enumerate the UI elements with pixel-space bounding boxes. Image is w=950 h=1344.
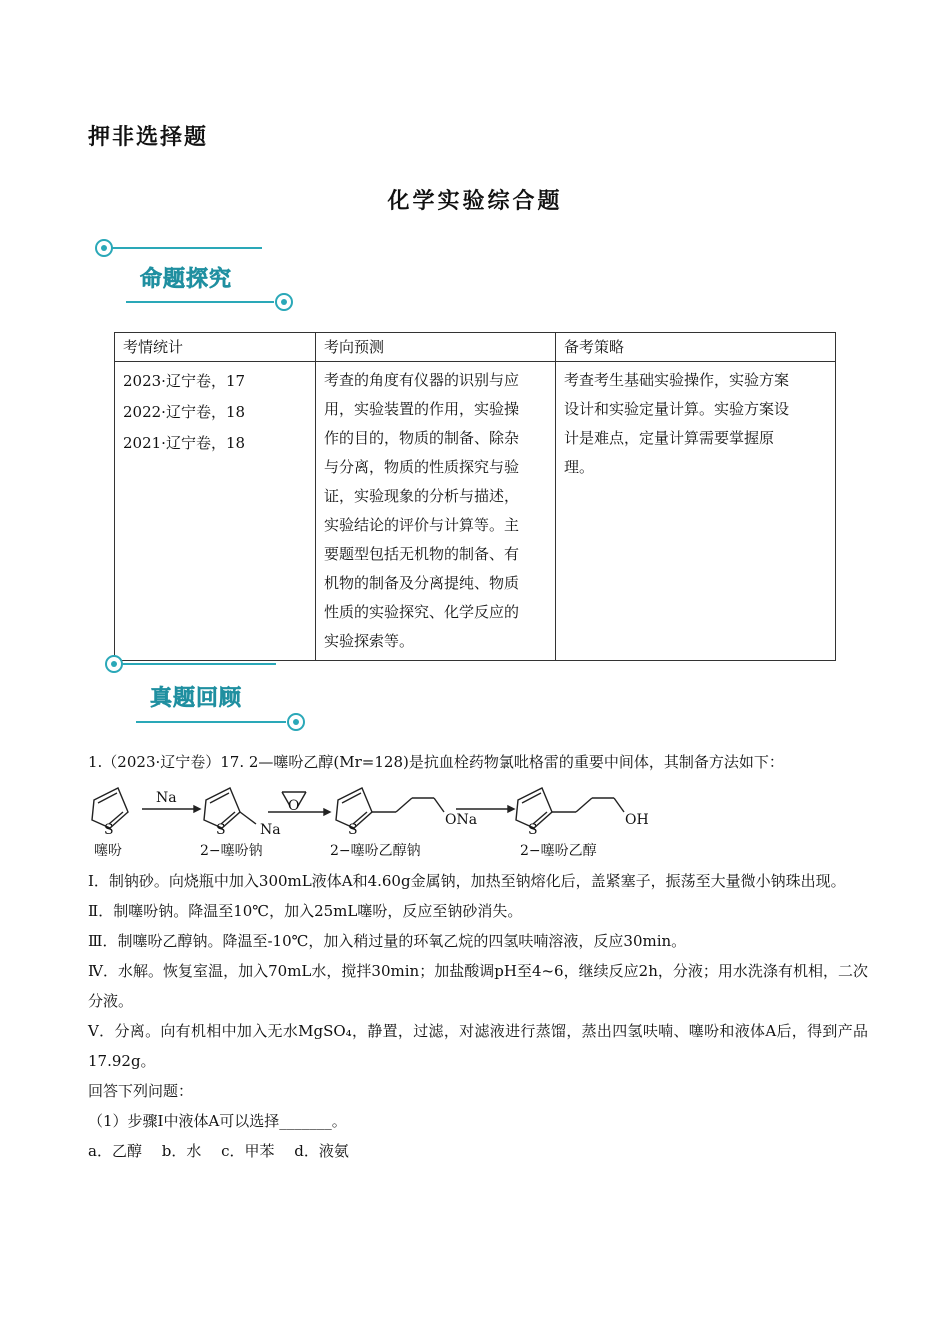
- prediction-line: 用，实验装置的作用，实验操: [324, 400, 520, 418]
- procedure-step: Ⅳ．水解。恢复室温，加入70mL水，搅拌30min；加盐酸调pH至4~6，继续反应2h，分液；用水洗涤有机相，二次分液。: [88, 962, 868, 1010]
- stat-item: 2023·辽宁卷，17: [123, 372, 246, 390]
- arrow-head-icon: [194, 806, 200, 812]
- question-prompt: 回答下列问题：: [88, 1082, 194, 1100]
- arrow-head-icon: [324, 809, 330, 815]
- reagent-label: Na: [156, 790, 177, 806]
- prediction-line: 证，实验现象的分析与描述，: [324, 487, 520, 505]
- banner-zhenti: [100, 650, 330, 736]
- sulfur-label: S: [104, 822, 114, 838]
- procedure-step: Ⅱ．制噻吩钠。降温至10℃，加入25mL噻吩，反应至钠砂消失。: [88, 902, 523, 920]
- compound-name: 2−噻吩钠: [200, 843, 263, 859]
- question-intro: 1.（2023·辽宁卷）17. 2—噻吩乙醇(Mr=128)是抗血栓药物氯吡格雷的重要中间体，其制备方法如下：: [88, 753, 784, 771]
- epoxide-oxygen-label: O: [288, 798, 300, 814]
- compound-name: 噻吩: [94, 843, 122, 859]
- thiophene-sodium-structure: [204, 788, 256, 828]
- answer-options: a．乙醇 b．水 c．甲苯 d．液氨: [88, 1142, 349, 1160]
- page-title: 化学实验综合题: [387, 189, 563, 214]
- reaction-scheme: [84, 782, 764, 862]
- sub-question: （1）步骤Ⅰ中液体A可以选择_______。: [88, 1112, 347, 1130]
- prediction-line: 与分离，物质的性质探究与验: [324, 458, 520, 476]
- banner-label: 命题探究: [140, 267, 233, 292]
- oh-label: OH: [625, 812, 649, 828]
- compound-name: 2−噻吩乙醇: [520, 843, 597, 859]
- prediction-line: 实验探索等。: [324, 632, 415, 650]
- banner-mingti: [90, 232, 320, 318]
- prediction-line: 实验结论的评价与计算等。主: [324, 516, 520, 534]
- table-header: 考情统计: [115, 333, 316, 362]
- procedure-step: Ⅲ．制噻吩乙醇钠。降温至-10℃，加入稍过量的环氧乙烷的四氢呋喃溶液，反应30min。: [88, 932, 687, 950]
- prediction-line: 作的目的，物质的制备、除杂: [324, 429, 520, 447]
- compound-name: 2−噻吩乙醇钠: [330, 843, 421, 859]
- arrow-head-icon: [508, 806, 514, 812]
- section-heading: 押非选择题: [88, 125, 209, 150]
- prediction-line: 考查的角度有仪器的识别与应: [324, 371, 520, 389]
- banner-label: 真题回顾: [150, 686, 243, 711]
- ona-label: ONa: [445, 812, 478, 828]
- procedure-steps: [88, 866, 868, 1166]
- sulfur-label: S: [348, 822, 358, 838]
- table-header: 备考策略: [556, 333, 836, 362]
- strategy-line: 计是难点，定量计算需要掌握原: [564, 429, 775, 447]
- sulfur-label: S: [528, 822, 538, 838]
- prediction-line: 性质的实验探究、化学反应的: [324, 603, 520, 621]
- sulfur-label: S: [216, 822, 226, 838]
- stat-item: 2021·辽宁卷，18: [123, 434, 246, 452]
- stat-item: 2022·辽宁卷，18: [123, 403, 246, 421]
- prediction-line: 机物的制备及分离提纯、物质: [324, 574, 520, 592]
- strategy-line: 理。: [564, 458, 595, 476]
- exam-info-table: [114, 332, 836, 661]
- strategy-line: 设计和实验定量计算。实验方案设: [564, 400, 790, 418]
- procedure-step: Ⅴ．分离。向有机相中加入无水MgSO₄，静置，过滤，对滤液进行蒸馏，蒸出四氢呋喃、噻吩和液体A后，得到产品17.92g。: [88, 1022, 868, 1070]
- strategy-line: 考查考生基础实验操作，实验方案: [564, 371, 790, 389]
- sodium-label: Na: [260, 822, 281, 838]
- table-header: 考向预测: [316, 333, 556, 362]
- prediction-line: 要题型包括无机物的制备、有: [324, 545, 520, 563]
- procedure-step: Ⅰ．制钠砂。向烧瓶中加入300mL液体A和4.60g金属钠，加热至钠熔化后，盖紧塞子，振荡至大量微小钠珠出现。: [88, 872, 846, 890]
